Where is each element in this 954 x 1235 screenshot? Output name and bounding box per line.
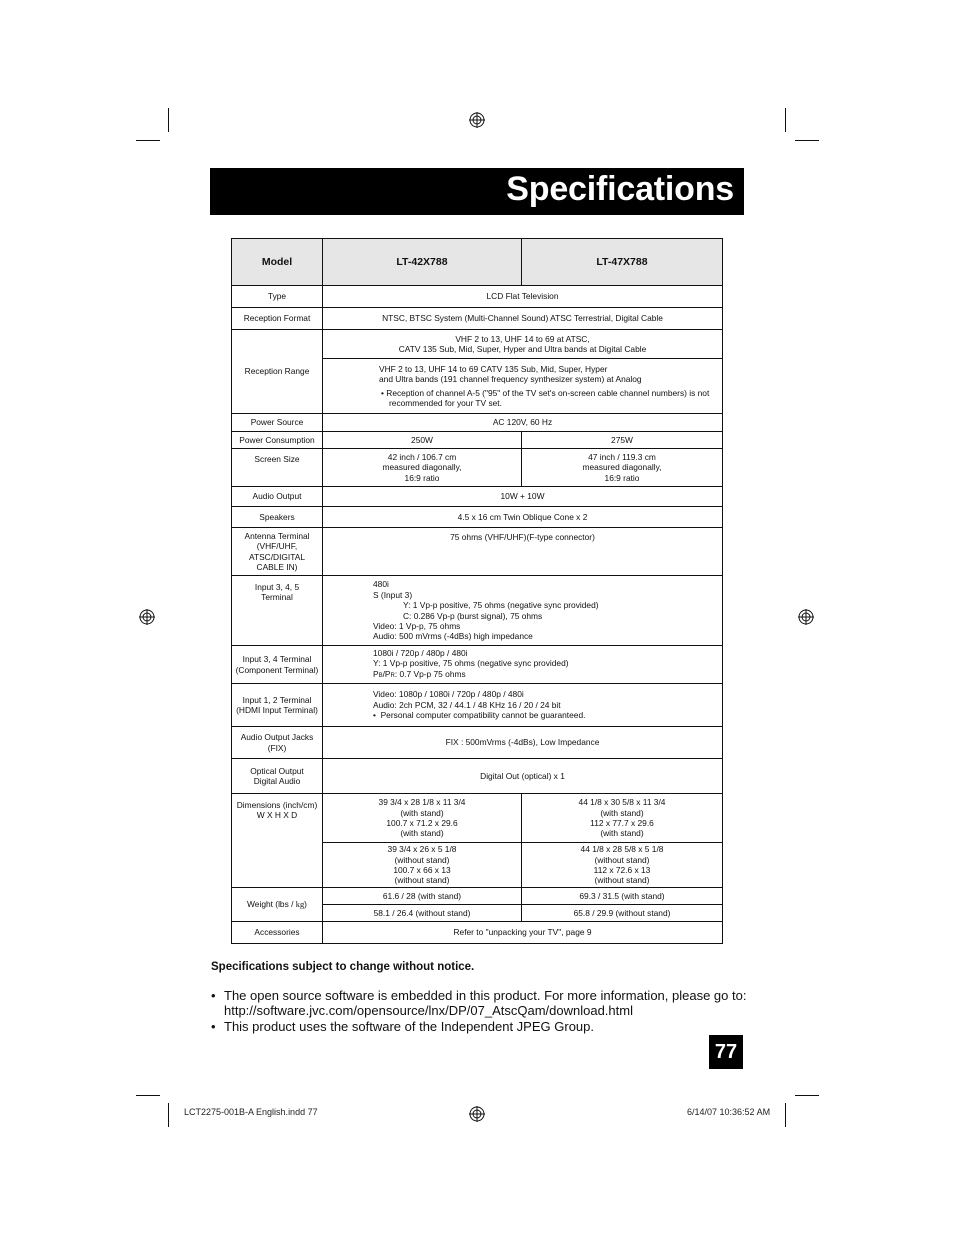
- table-row: [232, 684, 723, 727]
- text-line: Video: 1 Vp-p, 75 ohms: [373, 620, 461, 631]
- text-line: (without stand): [594, 854, 650, 865]
- row-label: [232, 888, 323, 922]
- text-line: Terminal: [261, 592, 293, 603]
- text-line: (Component Terminal): [235, 664, 319, 675]
- row-value: [323, 794, 522, 843]
- text-line: Input 3, 4 Terminal: [242, 654, 312, 665]
- row-value: [522, 794, 723, 843]
- row-value: Digital Out (optical) x 1: [323, 759, 723, 794]
- text-line: ATSC/DIGITAL: [249, 551, 305, 562]
- table-row: [232, 449, 723, 487]
- row-label: [232, 646, 323, 684]
- text-line: Optical Output: [250, 765, 304, 776]
- row-label: Type: [232, 286, 323, 308]
- row-value: [323, 684, 723, 727]
- text-line: (without stand): [594, 875, 650, 886]
- text-line: Input 1, 2 Terminal: [242, 694, 312, 705]
- text-line: Audio Output Jacks: [240, 732, 314, 743]
- text-line: 1080i / 720p / 480p / 480i: [373, 647, 468, 658]
- text-line: (HDMI Input Terminal): [236, 705, 318, 715]
- text-line: measured diagonally,: [382, 462, 462, 473]
- table-row: [232, 528, 723, 576]
- row-value: FIX : 500mVrms (-4dBs), Low Impedance: [323, 727, 723, 759]
- row-label: [232, 727, 323, 759]
- registration-mark-icon: [469, 1106, 485, 1122]
- table-row: [232, 286, 723, 308]
- table-row: [232, 888, 723, 905]
- text-line: The open source software is embedded in this product. For more information, please go to:: [224, 987, 747, 1003]
- row-label: [232, 576, 323, 646]
- registration-mark-icon: [469, 112, 485, 128]
- text-line: 112 x 72.6 x 13: [593, 865, 651, 875]
- row-value: 10W + 10W: [323, 487, 723, 507]
- text-line: Y: 1 Vp-p positive, 75 ohms (negative sync provided): [373, 658, 569, 669]
- text-part: : 0.7 Vp-p 75 ohms: [394, 668, 466, 679]
- text-line: CATV 135 Sub, Mid, Super, Hyper and Ultra bands at Digital Cable: [398, 344, 647, 354]
- text-line: 16:9 ratio: [604, 472, 640, 483]
- text-line: 16:9 ratio: [404, 472, 440, 483]
- row-label: [232, 794, 323, 888]
- crop-mark: [168, 1103, 169, 1127]
- row-label: [232, 528, 323, 576]
- page-title: Specifications: [506, 170, 734, 208]
- text-line: CABLE IN): [256, 561, 298, 572]
- header-lt-47x788: LT-47X788: [522, 239, 723, 286]
- text-line: 100.7 x 71.2 x 29.6: [386, 818, 458, 828]
- crop-mark: [168, 108, 169, 132]
- text-line: and Ultra bands (191 channel frequency synthesizer system) at Analog: [379, 374, 642, 385]
- list-item: [211, 1019, 771, 1035]
- row-value: 61.6 / 28 (with stand): [323, 888, 522, 905]
- row-value: [323, 843, 522, 888]
- row-label: Accessories: [232, 922, 323, 944]
- text-line: Audio: 500 mVrms (-4dBs) high impedance: [373, 631, 533, 642]
- crop-mark: [136, 140, 160, 141]
- text-line: 42 inch / 106.7 cm: [387, 451, 457, 462]
- table-row: [232, 576, 723, 646]
- row-value: LCD Flat Television: [323, 286, 723, 308]
- table-row: [232, 507, 723, 528]
- row-label: Audio Output: [232, 487, 323, 507]
- crop-mark: [785, 108, 786, 132]
- crop-mark: [795, 1095, 819, 1096]
- row-label: Reception Format: [232, 308, 323, 330]
- row-label: [232, 684, 323, 727]
- text-line: 100.7 x 66 x 13: [393, 865, 451, 875]
- change-notice: Specifications subject to change without notice.: [211, 961, 475, 973]
- text-line: W X H X D: [256, 810, 298, 821]
- text-line: This product uses the software of the Independent JPEG Group.: [224, 1018, 594, 1034]
- table-header-row: [232, 239, 723, 286]
- text-line: (with stand): [400, 807, 444, 818]
- header-lt-42x788: LT-42X788: [323, 239, 522, 286]
- notes-section: [211, 960, 771, 1034]
- crop-mark: [795, 140, 819, 141]
- text-part: R: [390, 672, 395, 679]
- specifications-table: [231, 238, 723, 944]
- text-line: 112 x 77.7 x 29.6: [590, 818, 654, 828]
- table-row: [232, 794, 723, 843]
- text-line: (FIX): [267, 742, 287, 753]
- row-value: Refer to "unpacking your TV", page 9: [323, 922, 723, 944]
- text-line: S (Input 3): [373, 589, 413, 600]
- text-line: Y: 1 Vp-p positive, 75 ohms (negative sync provided): [403, 600, 599, 611]
- text-part: P: [373, 668, 379, 679]
- note-bullet: • Reception of channel A-5 ("95" of the TV set's on-screen cable channel numbers) is not recommended for your TV set.: [381, 387, 710, 408]
- row-label: [232, 759, 323, 794]
- text-part: kg: [295, 899, 305, 909]
- text-line: 44 1/8 x 28 5/8 x 5 1/8: [580, 844, 664, 855]
- header-model: Model: [232, 239, 323, 286]
- note-bullet: • Personal computer compatibility cannot be guaranteed.: [373, 710, 586, 721]
- row-value: 58.1 / 26.4 (without stand): [323, 905, 522, 922]
- table-row: [232, 922, 723, 944]
- table-row: [232, 727, 723, 759]
- list-item: [211, 988, 771, 1019]
- text-line: Dimensions (inch/cm): [236, 800, 318, 810]
- row-value: 69.3 / 31.5 (with stand): [522, 888, 723, 905]
- row-value: 75 ohms (VHF/UHF)(F-type connector): [323, 528, 723, 576]
- row-label: Reception Range: [232, 330, 323, 414]
- row-value: NTSC, BTSC System (Multi-Channel Sound) ATSC Terrestrial, Digital Cable: [323, 308, 723, 330]
- note-text: Reception of channel A-5 ("95" of the TV set's on-screen cable channel numbers) is not recommended for your TV set.: [386, 387, 710, 408]
- text-line: 47 inch / 119.3 cm: [588, 451, 656, 462]
- row-label: Screen Size: [232, 449, 323, 487]
- table-row: [232, 414, 723, 432]
- row-value: 65.8 / 29.9 (without stand): [522, 905, 723, 922]
- text-line: [373, 669, 466, 679]
- text-line: (without stand): [394, 875, 450, 886]
- notes-list: [211, 988, 771, 1035]
- crop-mark: [136, 1095, 160, 1096]
- registration-mark-icon: [139, 609, 155, 625]
- table-row: [232, 432, 723, 449]
- text-line: Audio: 2ch PCM, 32 / 44.1 / 48 KHz 16 / 20 / 24 bit: [373, 699, 561, 710]
- download-url: http://software.jvc.com/opensource/lnx/DP/07_AtscQam/download.html: [224, 1003, 633, 1018]
- footer-datetime: 6/14/07 10:36:52 AM: [687, 1107, 771, 1117]
- text-line: Input 3, 4, 5: [254, 582, 300, 592]
- text-line: 39 3/4 x 26 x 5 1/8: [387, 844, 457, 855]
- crop-mark: [785, 1103, 786, 1127]
- text-line: (VHF/UHF,: [256, 541, 298, 552]
- row-value: [323, 646, 723, 684]
- row-label: Speakers: [232, 507, 323, 528]
- row-value: [522, 843, 723, 888]
- row-value: [522, 449, 723, 487]
- text-line: (with stand): [400, 828, 444, 839]
- title-bar: [210, 168, 744, 215]
- text-line: Antenna Terminal: [244, 530, 310, 541]
- row-label: Power Source: [232, 414, 323, 432]
- row-value: 4.5 x 16 cm Twin Oblique Cone x 2: [323, 507, 723, 528]
- text-line: 44 1/8 x 30 5/8 x 11 3/4: [578, 797, 666, 808]
- table-row: [232, 308, 723, 330]
- text-part: B: [378, 672, 383, 679]
- text-line: 480i: [373, 579, 389, 590]
- registration-mark-icon: [798, 609, 814, 625]
- row-value: 275W: [522, 432, 723, 449]
- row-value: [323, 576, 723, 646]
- text-part: Weight (lbs /: [247, 898, 296, 909]
- text-line: C: 0.286 Vp-p (burst signal), 75 ohms: [403, 610, 543, 621]
- text-line: VHF 2 to 13, UHF 14 to 69 CATV 135 Sub, Mid, Super, Hyper: [379, 363, 608, 374]
- footer-file: LCT2275-001B-A English.indd 77: [184, 1107, 318, 1117]
- table-row: [232, 330, 723, 359]
- row-value: [323, 359, 723, 414]
- table-row: [232, 759, 723, 794]
- note-text: Personal computer compatibility cannot be guaranteed.: [380, 710, 586, 721]
- row-value: [323, 449, 522, 487]
- text-part: ): [304, 898, 307, 909]
- text-line: Video: 1080p / 1080i / 720p / 480p / 480i: [373, 689, 524, 700]
- text-line: (with stand): [600, 807, 644, 818]
- row-value: [323, 330, 723, 359]
- row-value: AC 120V, 60 Hz: [323, 414, 723, 432]
- table-row: [232, 487, 723, 507]
- row-value: 250W: [323, 432, 522, 449]
- text-part: /P: [382, 668, 391, 679]
- page-number: 77: [709, 1035, 743, 1069]
- text-line: 39 3/4 x 28 1/8 x 11 3/4: [378, 797, 466, 808]
- row-label: Power Consumption: [232, 432, 323, 449]
- text-line: measured diagonally,: [582, 462, 662, 473]
- text-line: Digital Audio: [253, 776, 301, 786]
- text-line: VHF 2 to 13, UHF 14 to 69 at ATSC,: [455, 333, 590, 344]
- table-row: [232, 646, 723, 684]
- text-line: (without stand): [394, 854, 450, 865]
- text-line: (with stand): [600, 828, 644, 839]
